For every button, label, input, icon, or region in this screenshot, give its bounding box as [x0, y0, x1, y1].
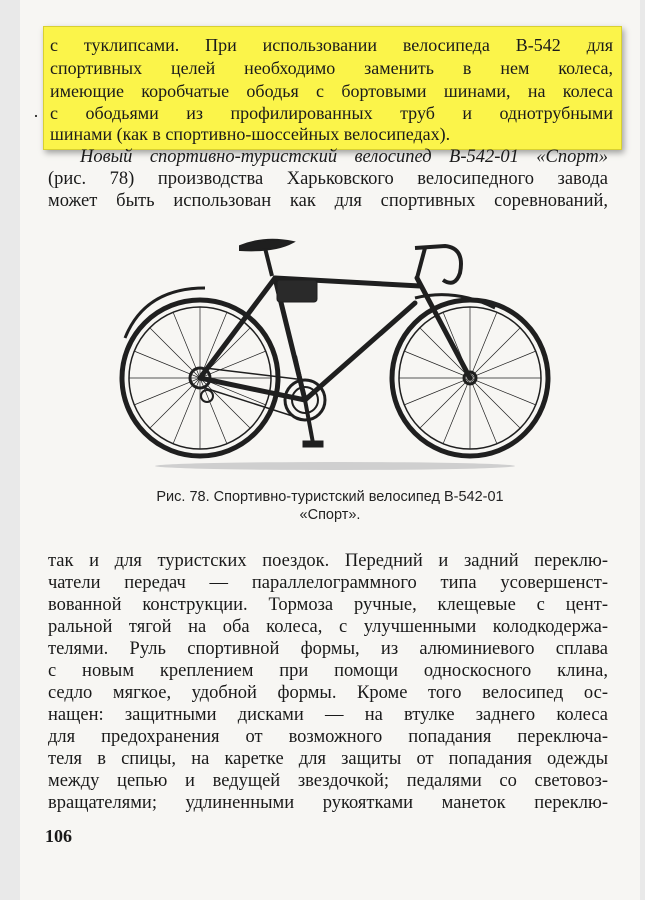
figure-caption-line-1: Рис. 78. Спортивно-туристский велосипед В-542-01: [156, 489, 504, 505]
body-line-6: с новым креплением при помощи односкосного клина,: [48, 661, 608, 681]
highlighted-line-1: с туклипсами. При использовании велосипеда В-542 для: [50, 35, 613, 55]
highlighted-line-4: с ободьями из профилированных труб и однотрубными: [50, 103, 613, 123]
highlighted-line-3: имеющие коробчатые ободья с бортовыми шинами, на колеса: [50, 81, 613, 101]
body-line-4: ральной тягой на оба колеса, с улучшенными колодкодержа-: [48, 617, 608, 637]
figure-caption-line-2: «Спорт».: [299, 507, 361, 523]
highlighted-line-5: шинами (как в спортивно-шоссейных велосипедах).: [50, 124, 451, 144]
intro-line-1: (рис. 78) производства Харьковского велосипедного завода: [48, 169, 608, 189]
body-line-7: седло мягкое, удобной формы. Кроме того велосипед ос-: [48, 683, 608, 703]
body-line-1: так и для туристских поездок. Передний и задний переклю-: [48, 551, 608, 571]
body-line-3: вованной конструкции. Тормоза ручные, клещевые с цент-: [48, 595, 608, 615]
bicycle-illustration: [115, 228, 555, 478]
body-line-5: телями. Руль спортивной формы, из алюминиевого сплава: [48, 639, 608, 659]
body-line-12: вращателями; удлиненными рукоятками манеток переклю-: [48, 793, 608, 813]
highlighted-line-2: спортивных целей необходимо заменить в нем колеса,: [50, 58, 613, 78]
body-line-8: нащен: защитными дисками — на втулке заднего колеса: [48, 705, 608, 725]
body-line-11: между цепью и ведущей звездочкой; педалями со световоз-: [48, 771, 608, 791]
body-line-2: чатели передач — параллелограммного типа усовершенст-: [48, 573, 608, 593]
margin-mark: ·: [33, 106, 39, 126]
body-line-9: для предохранения от возможного попадания переключа-: [48, 727, 608, 747]
body-line-10: теля в спицы, на каретке для защиты от попадания одежды: [48, 749, 608, 769]
page-number: 106: [45, 826, 72, 846]
intro-italic-title: Новый спортивно-туристский велосипед В-542-01 «Спорт»: [80, 147, 608, 167]
intro-line-2: может быть использован как для спортивных соревнований,: [48, 191, 608, 211]
